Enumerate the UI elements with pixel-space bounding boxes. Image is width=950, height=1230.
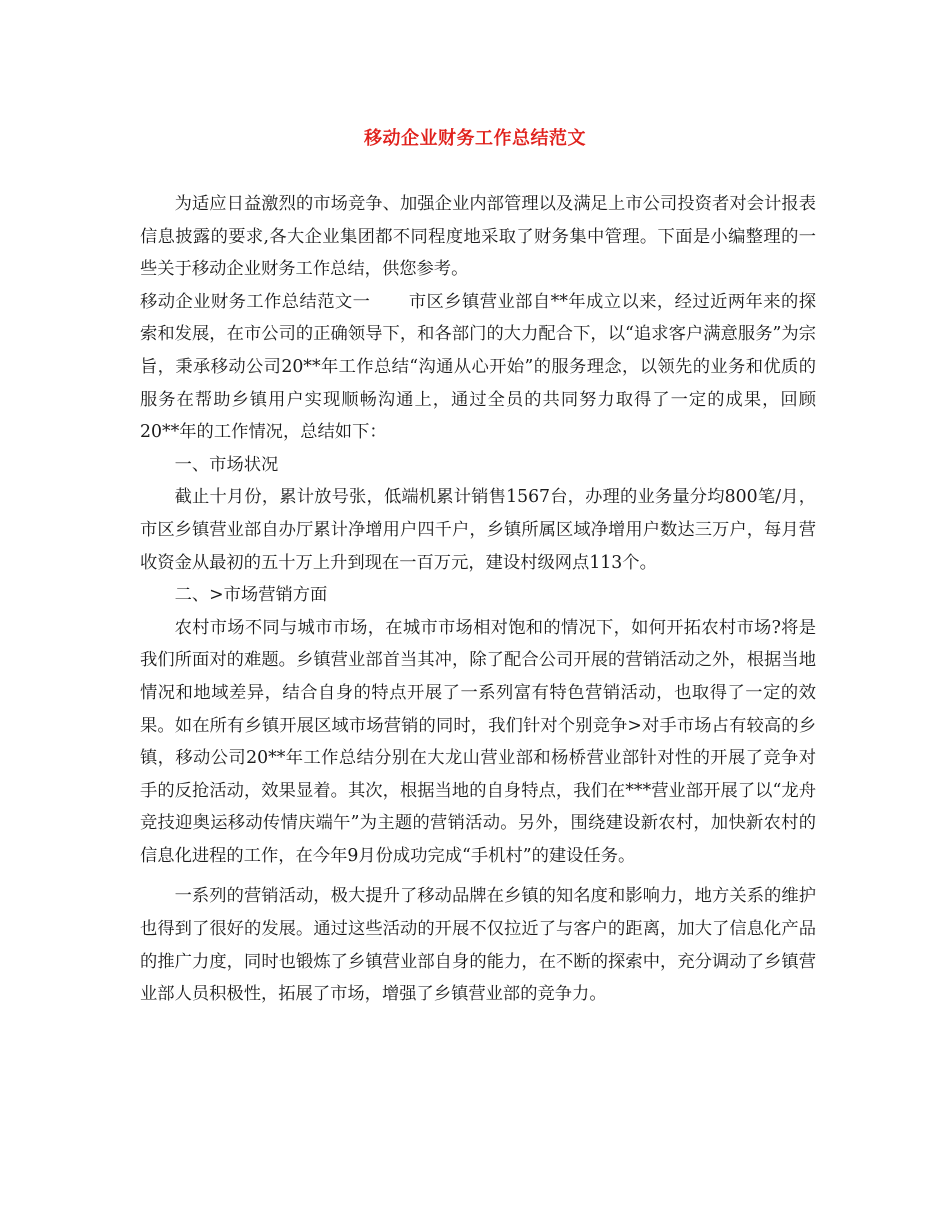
heading-market-status: 一、市场状况 [174, 454, 279, 475]
heading-marketing: 二、>市场营销方面 [174, 585, 328, 606]
paragraph-spacer [140, 872, 816, 880]
paragraph-section-one [140, 286, 816, 449]
paragraph-intro: 为适应日益激烈的市场竞争、加强企业内部管理以及满足上市公司投资者对会计报表信息披露的要求,各大企业集团都不同程度地采取了财务集中管理。下面是小编整理的一些关于移动企业财务工作总结，供您参考。 [140, 194, 816, 280]
paragraph-result: 一系列的营销活动，极大提升了移动品牌在乡镇的知名度和影响力，地方关系的维护也得到了很好的发展。通过这些活动的开展不仅拉近了与客户的距离，加大了信息化产品的推广力度，同时也锻炼了乡镇营业部自身的能力，在不断的探索中，充分调动了乡镇营业部人员积极性，拓展了市场，增强了乡镇营业部的竞争力。 [140, 886, 816, 1005]
document-body [140, 188, 816, 1011]
document-title: 移动企业财务工作总结范文 [364, 128, 586, 149]
paragraph-marketing: 农村市场不同与城市市场，在城市市场相对饱和的情况下，如何开拓农村市场?将是我们所面对的难题。乡镇营业部首当其冲，除了配合公司开展的营销活动之外，根据当地情况和地域差异，结合自身的特点开展了一系列富有特色营销活动，也取得了一定的效果。如在所有乡镇开展区域市场营销的同时，我们针对个别竞争>对手市场占有较高的乡镇，移动公司20**年工作总结分别在大龙山营业部和杨桥营业部针对性的开展了竞争对手的反抢活动，效果显着。其次，根据当地的自身特点，我们在***营业部开展了以“龙舟竞技迎奥运移动传情庆端午”为主题的营销活动。另外，围绕建设新农村，加快新农村的信息化进程的工作，在今年9月份成功完成“手机村”的建设任务。 [140, 617, 816, 866]
paragraph-market: 截止十月份，累计放号张，低端机累计销售1567台，办理的业务量分均800笔/月，市区乡镇营业部自办厅累计净增用户四千户，乡镇所属区域净增用户数达三万户，每月营收资金从最初的五十万上升到现在一百万元，建设村级网点113个。 [140, 487, 816, 573]
section-body: 市区乡镇营业部自**年成立以来，经过近两年来的探索和发展，在市公司的正确领导下，和各部门的大力配合下，以“追求客户满意服务”为宗旨，秉承移动公司20**年工作总结“沟通从心开始”的服务理念，以领先的业务和优质的服务在帮助乡镇用户实现顺畅沟通上，通过全员的共同努力取得了一定的成果，回顾20**年的工作情况，总结如下： [140, 291, 816, 443]
section-label: 移动企业财务工作总结范文一 [140, 291, 371, 312]
